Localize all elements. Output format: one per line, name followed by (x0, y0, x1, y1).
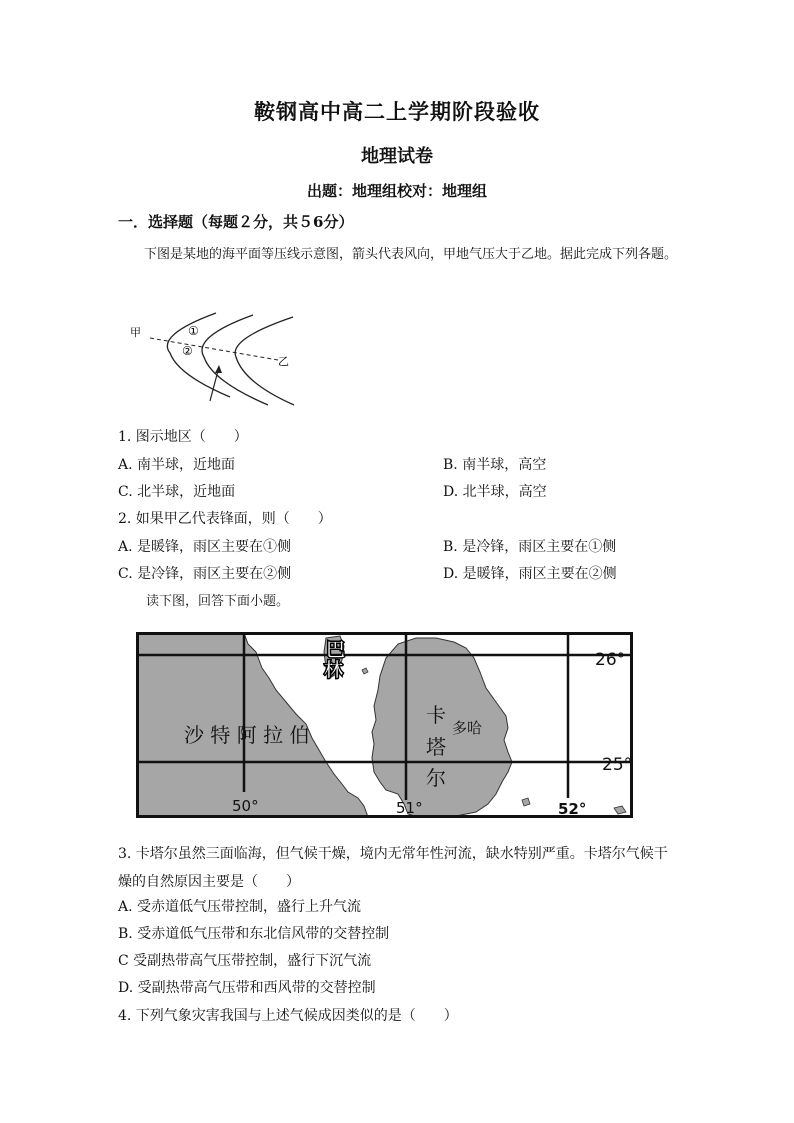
label-circle-2: ② (182, 344, 193, 358)
q2-option-c[interactable]: C. 是冷锋，雨区主要在②侧 (118, 566, 292, 582)
q2-option-d[interactable]: D. 是暖锋，雨区主要在②侧 (443, 566, 617, 582)
intro-text-2: 读下图，回答下面小题。 (146, 594, 290, 609)
intro-text-1: 下图是某地的海平面等压线示意图，箭头代表风向，甲地气压大于乙地。据此完成下列各题。 (144, 247, 678, 262)
label-qatar-2: 塔 (426, 735, 446, 759)
label-jia: 甲 (130, 326, 141, 339)
q1-stem: 1. 图示地区（ ） (118, 429, 248, 445)
label-lat-25: 25° (602, 755, 633, 775)
q3-stem: 3. 卡塔尔虽然三面临海，但气候干燥，境内无常年性河流，缺水特别严重。卡塔尔气候干燥的自然原因主要是（ ） (118, 846, 668, 890)
label-yi: 乙 (278, 355, 289, 368)
q3-option-b[interactable]: B. 受赤道低气压带和东北信风带的交替控制 (118, 926, 390, 942)
exam-title: 鞍钢高中高二上学期阶段验收 (254, 99, 540, 124)
isobar-figure (118, 305, 308, 415)
label-bahrain-1: 巴 (326, 639, 346, 661)
q3-option-d[interactable]: D. 受副热带高气压带和西风带的交替控制 (118, 980, 376, 996)
wind-arrow-head (215, 365, 222, 373)
label-lat-26: 26° (595, 650, 626, 670)
label-circle-1: ① (188, 324, 199, 338)
qatar-map (136, 632, 633, 818)
label-lon-50: 50° (232, 797, 259, 815)
q2-stem: 2. 如果甲乙代表锋面，则（ ） (118, 511, 332, 527)
label-qatar-3: 尔 (426, 766, 446, 790)
q3-option-a[interactable]: A. 受赤道低气压带控制，盛行上升气流 (118, 899, 362, 915)
label-lon-51: 51° (396, 799, 423, 817)
q4-stem: 4. 下列气象灾害我国与上述气候成因类似的是（ ） (118, 1008, 458, 1024)
label-bahrain-2: 林 (324, 659, 344, 681)
q1-option-d[interactable]: D. 北半球，高空 (443, 484, 547, 500)
q3-option-c[interactable]: C 受副热带高气压带控制，盛行下沉气流 (118, 953, 372, 969)
label-doha: 多哈 (452, 719, 483, 737)
q2-option-b[interactable]: B. 是冷锋，雨区主要在①侧 (443, 539, 617, 555)
exam-subtitle: 地理试卷 (361, 146, 433, 167)
setter-line: 出题：地理组校对：地理组 (306, 182, 487, 200)
label-qatar-1: 卡 (426, 703, 446, 727)
small-island (522, 798, 530, 806)
q1-option-a[interactable]: A. 南半球，近地面 (118, 457, 236, 473)
q1-option-b[interactable]: B. 南半球，高空 (443, 457, 547, 473)
label-lon-52: 52° (558, 800, 587, 818)
label-saudi-arabia: 沙 特 阿 拉 伯 (184, 723, 310, 747)
section-heading: 一．选择题（每题２分，共５6分） (118, 213, 354, 231)
q2-option-a[interactable]: A. 是暖锋，雨区主要在①侧 (118, 539, 292, 555)
q1-option-c[interactable]: C. 北半球，近地面 (118, 484, 236, 500)
